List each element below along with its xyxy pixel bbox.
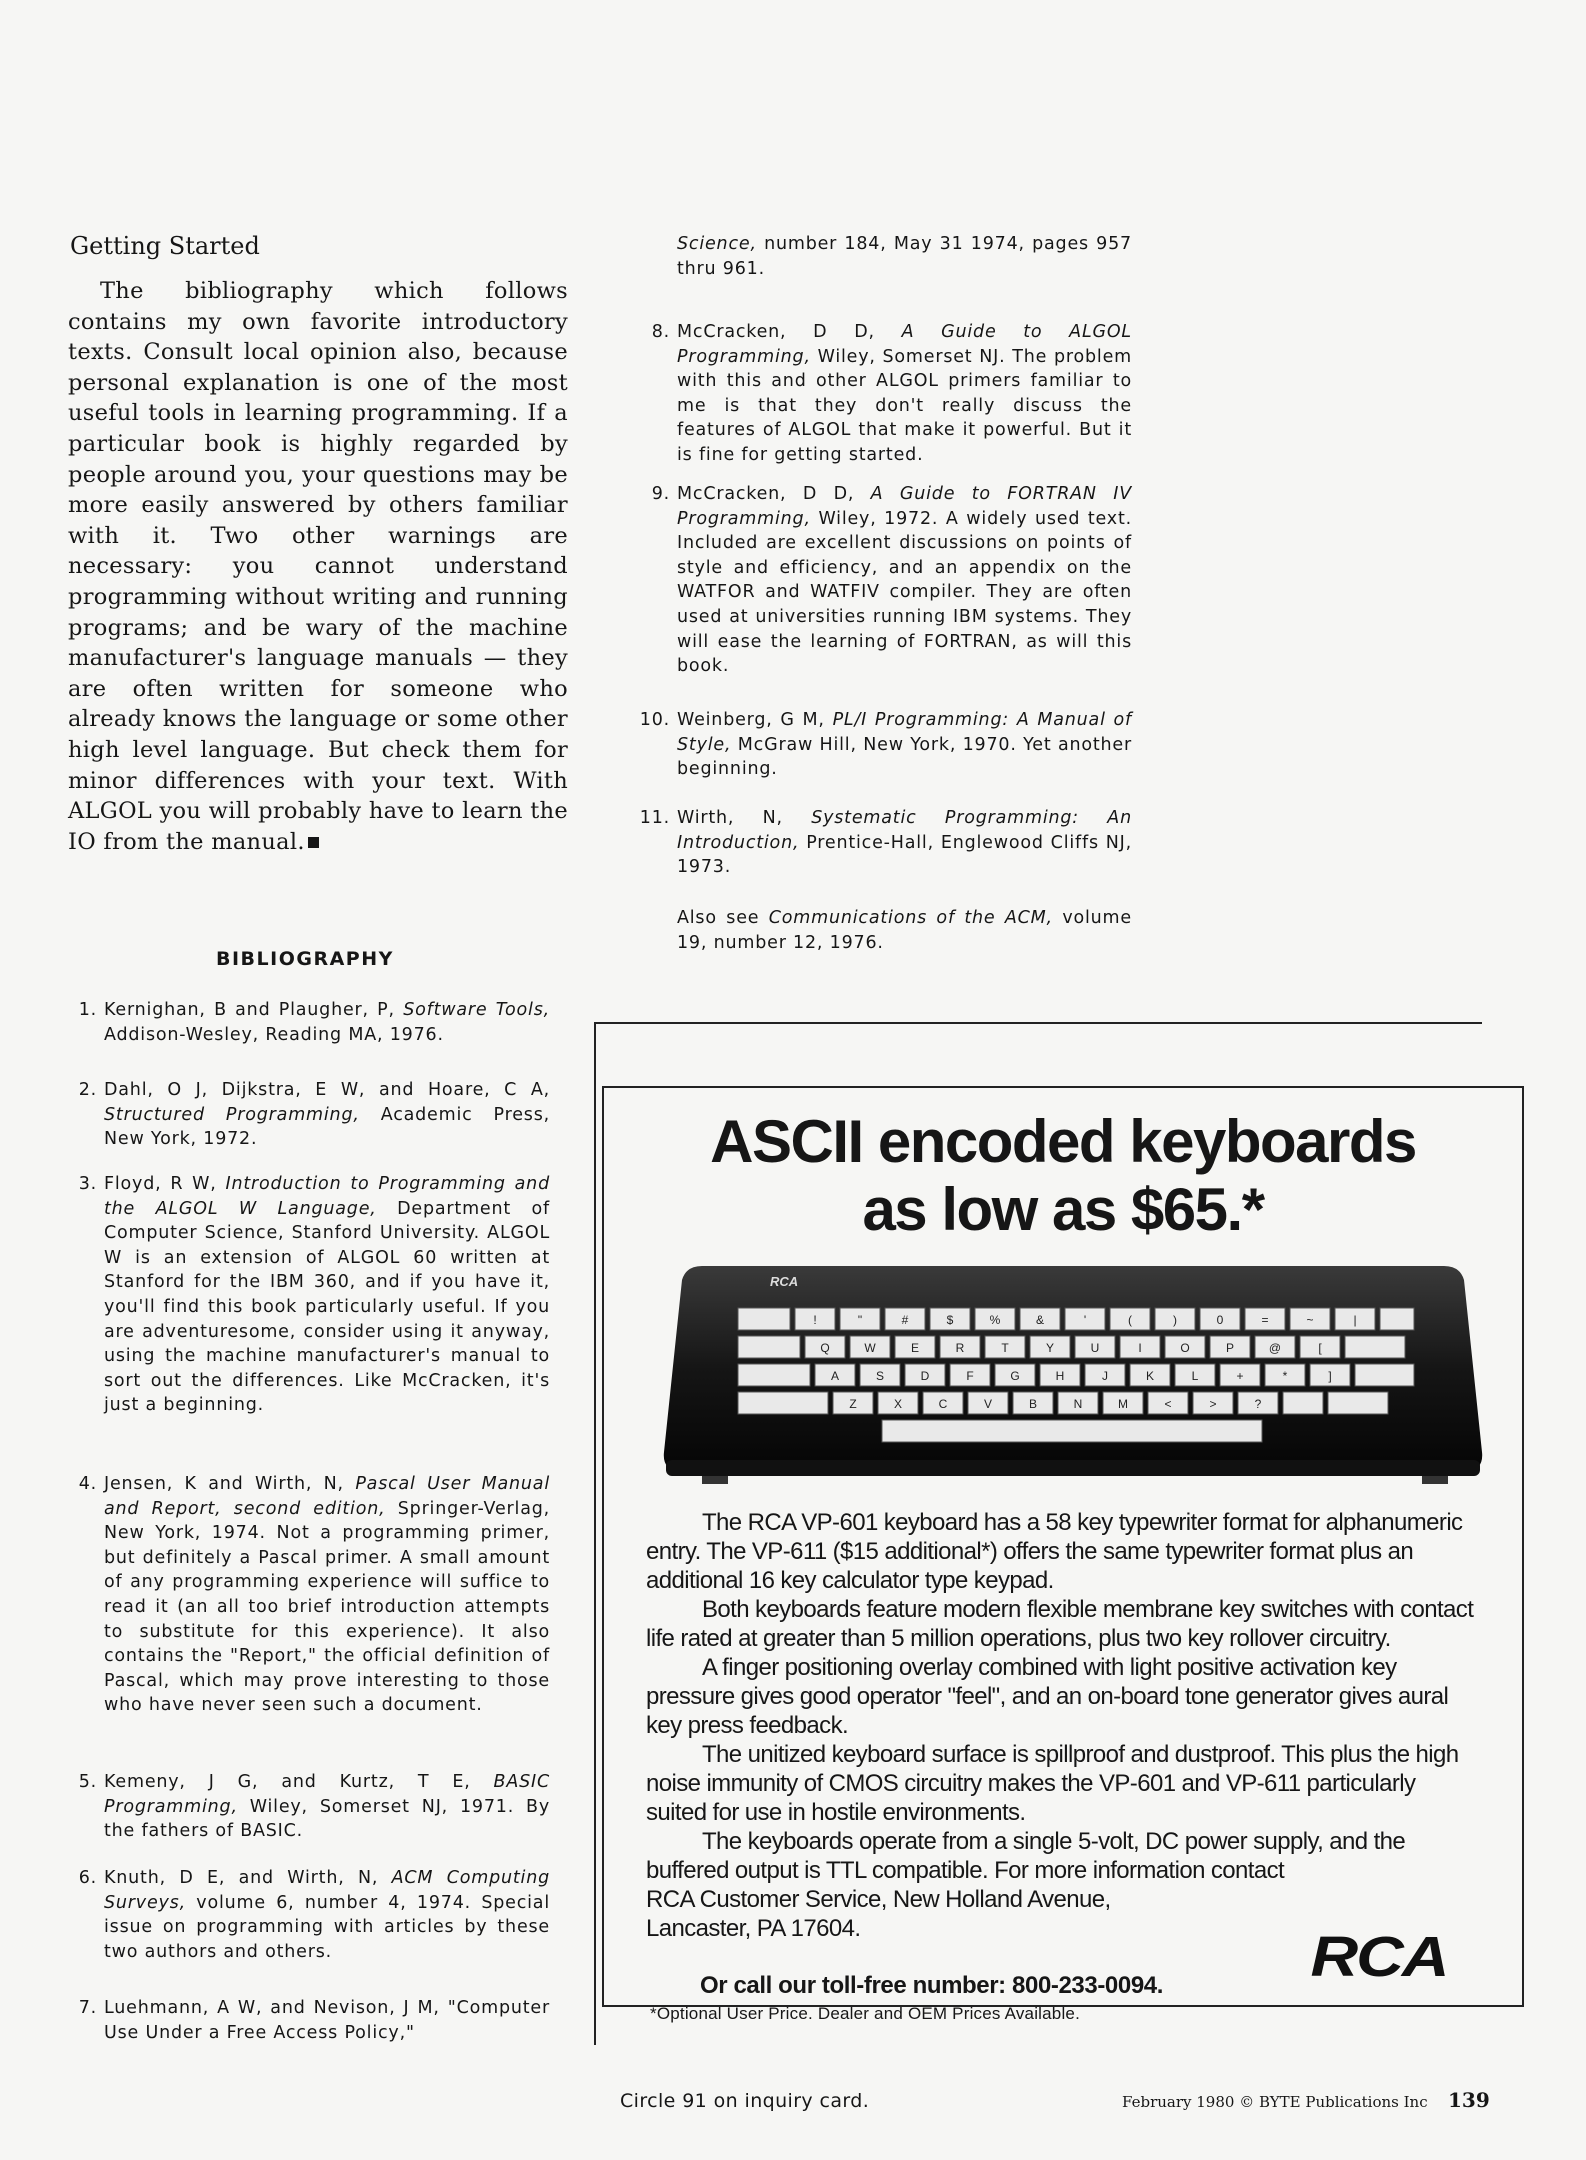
note-title: Communications of the ACM, bbox=[768, 908, 1053, 928]
entry-author: Dahl, O J, Dijkstra, E W, and Hoare, C A, bbox=[104, 1080, 550, 1100]
keyboard-key-label: > bbox=[1209, 1397, 1217, 1411]
keyboard-key-label: I bbox=[1138, 1341, 1142, 1355]
keyboard-key-label: G bbox=[1010, 1369, 1020, 1383]
keyboard-key-label: L bbox=[1191, 1369, 1199, 1383]
bibliography-entry bbox=[639, 708, 1132, 782]
keyboard-key-label: | bbox=[1353, 1313, 1357, 1327]
entry-number: 5. bbox=[78, 1772, 97, 1792]
keyboard-key-label: J bbox=[1102, 1369, 1108, 1383]
entry-number: 10. bbox=[639, 710, 670, 730]
keyboard-key-label: U bbox=[1090, 1341, 1100, 1355]
entry-details: Department of Computer Science, Stanford University. ALGOL W is an extension of ALGOL 60 written at Stanford for the IBM 360, and if you have it, you'll find this book particularly useful. If you are adventuresome, consider using it anyway, using the machine manufacturer's manual to sort out the differences. Like McCracken, it's just a beginning. bbox=[104, 1198, 550, 1416]
keyboard-key-label: = bbox=[1261, 1313, 1269, 1327]
keyboard-key-label: O bbox=[1180, 1341, 1190, 1355]
entry-author: Luehmann, A W, and Nevison, J M, bbox=[104, 1998, 440, 2018]
keyboard-key bbox=[1345, 1336, 1405, 1358]
keyboard-spacebar bbox=[882, 1420, 1262, 1442]
ad-headline bbox=[602, 1108, 1524, 1244]
bibliography-entry bbox=[78, 1172, 550, 1418]
keyboard-key-label: D bbox=[920, 1369, 930, 1383]
entry-author: Wirth, N, bbox=[677, 808, 783, 828]
ad-body bbox=[646, 1508, 1474, 1885]
keyboard-key-label: K bbox=[1145, 1369, 1155, 1383]
page-number: 139 bbox=[1448, 2088, 1490, 2112]
keyboard-foot-left bbox=[702, 1476, 728, 1484]
keyboard-key-label: + bbox=[1236, 1369, 1244, 1383]
entry-title: A Guide to FORTRAN IV Programming, bbox=[677, 484, 1132, 529]
keyboard-key-label: B bbox=[1028, 1397, 1038, 1411]
keyboard-key-label: M bbox=[1118, 1397, 1128, 1411]
ad-paragraph-2: Both keyboards feature modern flexible membrane key switches with contact life rated at greater than 5 million operations, plus two key rollover circuitry. bbox=[646, 1596, 1474, 1652]
keyboard-key-label: % bbox=[989, 1313, 1001, 1327]
entry-number: 9. bbox=[651, 484, 670, 504]
keyboard-key-label: < bbox=[1164, 1397, 1172, 1411]
keyboard-key-label: R bbox=[955, 1341, 965, 1355]
entry-number: 7. bbox=[78, 1998, 97, 2018]
entry-author: McCracken, D D, bbox=[677, 322, 875, 342]
keyboard-key-label: Q bbox=[820, 1341, 830, 1355]
bibliography-entry bbox=[78, 1770, 550, 1844]
entry-title: ACM Computing Surveys, bbox=[104, 1868, 550, 1913]
bibliography-entry bbox=[78, 998, 550, 1047]
keyboard-key-label: ( bbox=[1128, 1313, 1132, 1327]
contact-line-1: RCA Customer Service, New Holland Avenue, bbox=[646, 1886, 1111, 1913]
bibliography-entry bbox=[651, 482, 1132, 679]
ad-top-rule bbox=[594, 1022, 1482, 1024]
entry-number: 2. bbox=[78, 1080, 97, 1100]
bibliography-entry bbox=[78, 1866, 550, 1964]
ad-headline-line1: ASCII encoded keyboards bbox=[710, 1108, 1416, 1175]
keyboard-key-label: E bbox=[910, 1341, 920, 1355]
ad-headline-line2: as low as $65.* bbox=[862, 1176, 1264, 1243]
keyboard-key bbox=[1328, 1392, 1388, 1414]
keyboard-key-label: ! bbox=[813, 1313, 817, 1327]
bibliography-entry bbox=[651, 320, 1132, 468]
keyboard-key-label: @ bbox=[1268, 1341, 1282, 1355]
entry-author: Floyd, R W, bbox=[104, 1174, 217, 1194]
rca-logo-text: RCA bbox=[1310, 1925, 1448, 1981]
footer-credit: February 1980 © BYTE Publications Inc bbox=[1122, 2093, 1428, 2111]
bibliography-entry bbox=[78, 1996, 550, 2045]
entry-details: Wiley, 1972. A widely used text. Included are excellent discussions on points of style and efficiency, and an appendix on the WATFOR and WATFIV compiler. They are often used at universities running IBM systems. They will ease the learning of FORTRAN, as will this book. bbox=[677, 508, 1132, 677]
entry-details: volume 6, number 4, 1974. Special issue on programming with articles by these two authors and others. bbox=[104, 1892, 550, 1962]
entry-title: Science, bbox=[677, 234, 757, 254]
entry-title: PL/I Programming: A Manual of Style, bbox=[677, 710, 1132, 755]
footer-inquiry-text: Circle 91 on inquiry card. bbox=[620, 2090, 870, 2112]
entry-author: Weinberg, G M, bbox=[677, 710, 825, 730]
bibliography-entry bbox=[78, 1078, 550, 1152]
keyboard-key-label: V bbox=[983, 1397, 993, 1411]
keyboard-key-label: W bbox=[864, 1341, 876, 1355]
entry-author: Kernighan, B and Plaugher, P, bbox=[104, 1000, 395, 1020]
rca-logo bbox=[1278, 1925, 1480, 1981]
keyboard-key-label: & bbox=[1035, 1313, 1045, 1327]
entry-number: 6. bbox=[78, 1868, 97, 1888]
bibliography-entry bbox=[78, 1472, 550, 1718]
keyboard-key-label: ~ bbox=[1306, 1313, 1314, 1327]
entry-details: Wiley, Somerset NJ, 1971. By the fathers of BASIC. bbox=[104, 1796, 550, 1842]
entry-author: McCracken, D D, bbox=[677, 484, 855, 504]
bibliography-title: BIBLIOGRAPHY bbox=[216, 948, 394, 970]
entry-title: Systematic Programming: An Introduction, bbox=[677, 808, 1132, 853]
keyboard-key-label: P bbox=[1225, 1341, 1235, 1355]
keyboard-key-label: C bbox=[938, 1397, 948, 1411]
intro-paragraph bbox=[68, 276, 568, 857]
keyboard-key bbox=[738, 1392, 828, 1414]
keyboard-key-label: Y bbox=[1045, 1341, 1055, 1355]
ad-paragraph-1: The RCA VP-601 keyboard has a 58 key typewriter format for alphanumeric entry. The VP-611 ($15 additional*) offers the same typewriter format plus an additional 16 key calculator type keypad. bbox=[646, 1509, 1463, 1594]
entry-details: Prentice-Hall, Englewood Cliffs NJ, 1973. bbox=[677, 832, 1132, 878]
keyboard-key bbox=[738, 1336, 800, 1358]
entry-details: McGraw Hill, New York, 1970. Yet another beginning. bbox=[677, 734, 1132, 780]
end-of-article-mark bbox=[308, 837, 319, 848]
keyboard-key-label: ) bbox=[1173, 1313, 1177, 1327]
ad-paragraph-3: A finger positioning overlay combined with light positive activation key pressure gives good operator "feel", and an on-board tone generator gives aural key press feedback. bbox=[646, 1654, 1449, 1739]
keyboard-key-label: 0 bbox=[1216, 1313, 1224, 1327]
entry-details: "Computer Use Under a Free Access Policy," bbox=[104, 1998, 550, 2043]
keyboard-key-label: Z bbox=[849, 1397, 857, 1411]
keyboard-key-label: F bbox=[966, 1369, 974, 1383]
keyboard-key-label: T bbox=[1001, 1341, 1009, 1355]
keyboard-key bbox=[1380, 1308, 1414, 1330]
entry-author: Knuth, D E, and Wirth, N, bbox=[104, 1868, 379, 1888]
keyboard-key bbox=[738, 1364, 810, 1386]
keyboard-key-label: * bbox=[1282, 1369, 1288, 1383]
entry-details: Addison-Wesley, Reading MA, 1976. bbox=[104, 1024, 444, 1045]
keyboard-key-label: S bbox=[875, 1369, 885, 1383]
contact-line-2: Lancaster, PA 17604. bbox=[646, 1915, 861, 1942]
keyboard-key-label: ] bbox=[1328, 1369, 1332, 1383]
entry-details: Wiley, Somerset NJ. The problem with this and other ALGOL primers familiar to me is that they don't really discuss the features of ALGOL that make it powerful. But it is fine for getting started. bbox=[677, 346, 1132, 465]
keyboard-key-label: N bbox=[1073, 1397, 1083, 1411]
section-heading: Getting Started bbox=[70, 232, 260, 260]
keyboard-illustration bbox=[662, 1256, 1484, 1488]
entry-number: 1. bbox=[78, 1000, 97, 1020]
keyboard-key-label: # bbox=[901, 1313, 909, 1327]
keyboard-key-label: ? bbox=[1254, 1397, 1262, 1411]
intro-text: The bibliography which follows contains my own favorite introductory texts. Consult local opinion also, because personal explanation is one of the most useful tools in learning programming. If a particular book is highly regarded by people around you, your questions may be more easily answered by others familiar with it. Two other warnings are necessary: you cannot understand programming without writing and running programs; and be wary of the machine manufacturer's language manuals — they are often written for someone who already knows the language or some other high level language. But check them for minor differences with your text. With ALGOL you will probably have to learn the IO from the manual. bbox=[68, 278, 568, 855]
bibliography-entry bbox=[677, 232, 1132, 281]
keyboard-key bbox=[738, 1308, 790, 1330]
entry-title: Pascal User Manual and Report, second edition, bbox=[104, 1474, 550, 1519]
bibliography-note bbox=[677, 906, 1132, 955]
keyboard-key-label: [ bbox=[1318, 1341, 1322, 1355]
keyboard-brand-label: RCA bbox=[770, 1274, 799, 1289]
ad-left-rule bbox=[594, 1022, 596, 2045]
price-note: *Optional User Price. Dealer and OEM Prices Available. bbox=[650, 2004, 1081, 2023]
entry-title: Software Tools, bbox=[403, 1000, 550, 1020]
keyboard-key-label: ' bbox=[1083, 1313, 1087, 1327]
entry-author: Jensen, K and Wirth, N, bbox=[104, 1474, 344, 1494]
keyboard-key-label: X bbox=[893, 1397, 903, 1411]
phone-line: Or call our toll-free number: 800-233-0094. bbox=[700, 1972, 1163, 1999]
ad-paragraph-5: The keyboards operate from a single 5-volt, DC power supply, and the buffered output is TTL compatible. For more information contact bbox=[646, 1828, 1406, 1884]
entry-number: 8. bbox=[651, 322, 670, 342]
keyboard-front-edge bbox=[666, 1460, 1480, 1476]
note-rest: volume 19, number 12, 1976. bbox=[677, 908, 1132, 953]
entry-author: Kemeny, J G, and Kurtz, T E, bbox=[104, 1772, 471, 1792]
entry-number: 4. bbox=[78, 1474, 97, 1494]
entry-title: BASIC Programming, bbox=[104, 1772, 550, 1817]
entry-title: A Guide to ALGOL Programming, bbox=[677, 322, 1132, 367]
entry-number: 11. bbox=[639, 808, 670, 828]
keyboard-foot-right bbox=[1422, 1476, 1448, 1484]
ad-paragraph-4: The unitized keyboard surface is spillproof and dustproof. This plus the high noise immunity of CMOS circuitry makes the VP-601 and VP-611 particularly suited for use in hostile environments. bbox=[646, 1741, 1459, 1826]
entry-details: Academic Press, New York, 1972. bbox=[104, 1104, 550, 1150]
entry-title: Structured Programming, bbox=[104, 1104, 360, 1125]
keyboard-key bbox=[1355, 1364, 1414, 1386]
keyboard-key-label: A bbox=[830, 1369, 840, 1383]
keyboard-key-label: H bbox=[1055, 1369, 1065, 1383]
entry-details: Springer-Verlag, New York, 1974. Not a programming primer, but definitely a Pascal primer. A small amount of any programming experience will suffice to read it (an all too brief introduction attempts to substitute for this experience). It also contains the "Report," the official definition of Pascal, which may prove interesting to those who have never seen such a document. bbox=[104, 1498, 550, 1716]
bibliography-entry bbox=[639, 806, 1132, 880]
entry-details: number 184, May 31 1974, pages 957 thru 961. bbox=[677, 234, 1132, 279]
keyboard-key bbox=[1283, 1392, 1323, 1414]
keyboard-key-label: $ bbox=[946, 1313, 954, 1327]
keyboard-key-label: " bbox=[857, 1313, 863, 1327]
note-lead: Also see bbox=[677, 908, 760, 928]
entry-number: 3. bbox=[78, 1174, 97, 1194]
entry-title: Introduction to Programming and the ALGOL W Language, bbox=[104, 1174, 550, 1219]
